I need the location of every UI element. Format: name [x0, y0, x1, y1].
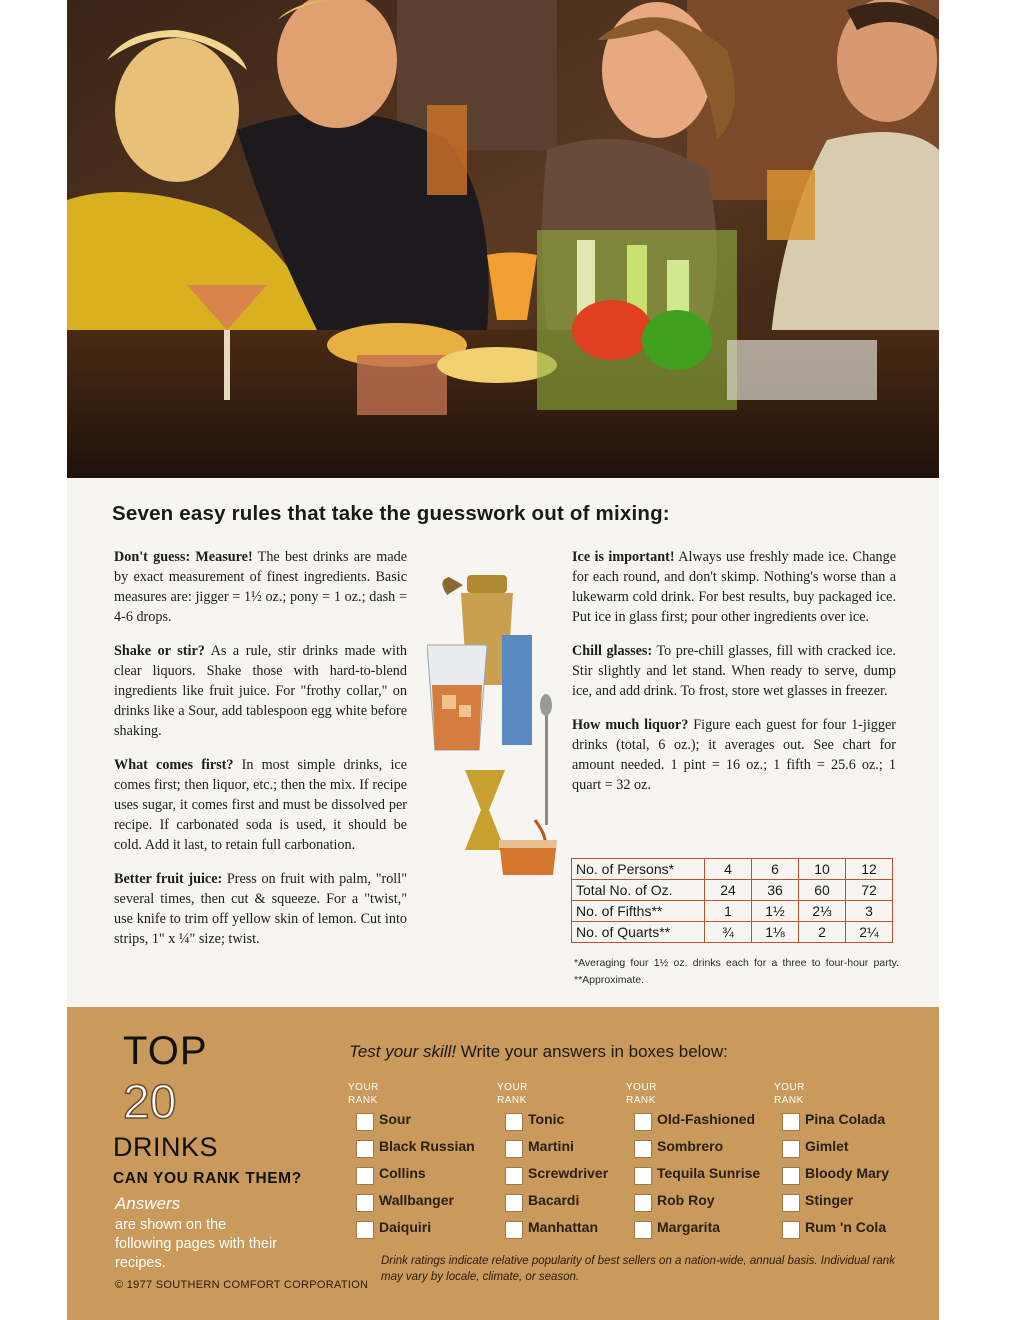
bar-spoon-icon	[545, 705, 548, 825]
drink-name: Martini	[528, 1138, 574, 1154]
table-cell: 24	[705, 880, 752, 901]
rank-checkbox[interactable]	[356, 1194, 374, 1212]
rules-left-column	[114, 547, 407, 963]
table-cell: 2¼	[846, 922, 893, 943]
rules-right-column	[572, 547, 896, 809]
list-item	[626, 1191, 766, 1218]
rule-text: Figure each guest for four 1-jigger drinks (total, 6 oz.); it averages out. See chart for amount needed. 1 pint = 16 oz.; 1 fifth = 25.6 oz.; 1 quart = 32 oz.	[572, 717, 896, 793]
drink-name: Manhattan	[528, 1219, 598, 1235]
drink-name: Stinger	[805, 1192, 854, 1208]
table-row-label: No. of Persons*	[572, 859, 705, 880]
table-cell: 10	[799, 859, 846, 880]
drink-name: Sour	[379, 1111, 411, 1127]
rule-title: Better fruit juice:	[114, 871, 223, 887]
drink-name: Tequila Sunrise	[657, 1165, 761, 1181]
your-rank-header: YOUR RANK	[348, 1082, 379, 1106]
drink-name: Old-Fashioned	[657, 1111, 755, 1127]
table-cell: 72	[846, 880, 893, 901]
list-item	[497, 1110, 637, 1137]
list-item	[626, 1218, 766, 1245]
rule-text: Press on fruit with palm, "roll" several times, then cut & squeeze. For a "twist," use knife to trim off yellow skin of lemon. Cut into strips, 1" x ¼" size; twist.	[114, 871, 407, 947]
table-row-label: Total No. of Oz.	[572, 880, 705, 901]
drink-name: Black Russian	[379, 1138, 475, 1154]
rank-checkbox[interactable]	[782, 1167, 800, 1185]
table-row	[572, 880, 893, 901]
table-cell: ¾	[705, 922, 752, 943]
rank-column	[774, 1081, 914, 1245]
list-item	[626, 1110, 766, 1137]
party-photo	[67, 0, 939, 478]
list-item	[497, 1191, 637, 1218]
rule-title: How much liquor?	[572, 717, 689, 733]
rule-text: To pre-chill glasses, fill with cracked ice. Stir slightly and let stand. When ready to serve, dump ice, and add drink. To frost, store wet glasses in freezer.	[572, 643, 896, 699]
list-item	[774, 1218, 914, 1245]
list-item	[774, 1110, 914, 1137]
rule-text: In most simple drinks, ice comes first; then liquor, etc.; then the mix. If recipe uses sugar, it comes first and must be dissolved per recipe. If carbonated soda is used, it should be cold. Add it last, to retain full carbonation.	[114, 757, 408, 853]
headline: Seven easy rules that take the guesswork out of mixing:	[112, 502, 670, 525]
rule-text: The best drinks are made by exact measurement of finest ingredients. Basic measures are: jigger = 1½ oz.; pony = 1 oz.; dash = 4-6 drops.	[114, 549, 408, 625]
drink-name: Rum 'n Cola	[805, 1219, 887, 1235]
list-item	[497, 1137, 637, 1164]
rule-paragraph	[572, 547, 896, 627]
list-item	[626, 1164, 766, 1191]
jigger-icon	[465, 770, 505, 850]
rank-checkbox[interactable]	[356, 1113, 374, 1131]
rule-title: Chill glasses:	[572, 643, 653, 659]
rank-checkbox[interactable]	[505, 1167, 523, 1185]
can-you-rank-subtitle: CAN YOU RANK THEM?	[113, 1170, 302, 1187]
table-cell: 12	[846, 859, 893, 880]
list-item	[348, 1164, 488, 1191]
rank-checkbox[interactable]	[356, 1167, 374, 1185]
twenty-heading: 20	[123, 1076, 177, 1129]
rank-checkbox[interactable]	[634, 1167, 652, 1185]
drink-name: Rob Roy	[657, 1192, 715, 1208]
rank-checkbox[interactable]	[505, 1140, 523, 1158]
shaker-cap-icon	[467, 575, 507, 593]
list-item	[348, 1191, 488, 1218]
table-row	[572, 901, 893, 922]
list-item	[497, 1164, 637, 1191]
table-row	[572, 859, 893, 880]
rule-title: Don't guess: Measure!	[114, 549, 253, 565]
rank-column	[626, 1081, 766, 1245]
drink-name: Bacardi	[528, 1192, 580, 1208]
answers-text: are shown on the following pages with their recipes.	[115, 1217, 278, 1271]
rank-checkbox[interactable]	[356, 1140, 374, 1158]
rank-checkbox[interactable]	[634, 1113, 652, 1131]
table-cell: 4	[705, 859, 752, 880]
test-skill-instruction	[349, 1042, 728, 1062]
rank-checkbox[interactable]	[505, 1113, 523, 1131]
list-item	[348, 1110, 488, 1137]
rank-checkbox[interactable]	[782, 1113, 800, 1131]
table-cell: 1½	[752, 901, 799, 922]
list-item	[348, 1218, 488, 1245]
party-photo-illustration	[67, 0, 939, 478]
drink-name: Sombrero	[657, 1138, 724, 1154]
rule-text: As a rule, stir drinks made with clear liquors. Shake those with hard-to-blend ingredients like fruit juice. For "frothy collar," on drinks like a Sour, add tablespoon egg white before shaking.	[114, 643, 407, 739]
drink-name: Wallbanger	[379, 1192, 454, 1208]
rank-checkbox[interactable]	[782, 1194, 800, 1212]
rule-paragraph	[114, 869, 407, 949]
rank-checkbox[interactable]	[505, 1221, 523, 1239]
rule-title: Shake or stir?	[114, 643, 205, 659]
list-item	[774, 1164, 914, 1191]
your-rank-header: YOUR RANK	[497, 1082, 528, 1106]
liquor-amount-table	[571, 858, 893, 943]
rule-title: What comes first?	[114, 757, 234, 773]
table-cell: 3	[846, 901, 893, 922]
ratings-note: Drink ratings indicate relative popularity of best sellers on a nation-wide, annual basis. Individual rank may vary by locale, climate, or season.	[381, 1255, 895, 1283]
rank-checkbox[interactable]	[634, 1140, 652, 1158]
rank-checkbox[interactable]	[634, 1194, 652, 1212]
copyright: © 1977 SOUTHERN COMFORT CORPORATION	[115, 1279, 369, 1291]
table-row-label: No. of Fifths**	[572, 901, 705, 922]
drinks-heading: DRINKS	[113, 1132, 219, 1162]
rank-checkbox[interactable]	[505, 1194, 523, 1212]
rank-checkbox[interactable]	[782, 1140, 800, 1158]
test-skill-italic: Test your skill!	[349, 1042, 457, 1061]
rank-column	[348, 1081, 488, 1245]
table-cell: 60	[799, 880, 846, 901]
list-item	[497, 1218, 637, 1245]
rule-title: Ice is important!	[572, 549, 675, 565]
table-row-label: No. of Quarts**	[572, 922, 705, 943]
rank-checkbox[interactable]	[356, 1221, 374, 1239]
table-row	[572, 922, 893, 943]
your-rank-header: YOUR RANK	[774, 1082, 805, 1106]
drink-name: Gimlet	[805, 1138, 849, 1154]
top-20-drinks-band	[67, 1007, 939, 1320]
list-item	[774, 1191, 914, 1218]
table-cell: 2	[799, 922, 846, 943]
drink-name: Daiquiri	[379, 1219, 432, 1235]
bottle-icon	[502, 635, 532, 745]
barware-illustration	[427, 575, 567, 875]
table-cell: 1	[705, 901, 752, 922]
drink-name: Pina Colada	[805, 1111, 886, 1127]
drink-name: Margarita	[657, 1219, 721, 1235]
drink-name: Screwdriver	[528, 1165, 609, 1181]
rule-text: Always use freshly made ice. Change for each round, and don't skimp. Nothing's worse than a lukewarm cold drink. For best results, buy packaged ice. Put ice in glass first; pour other ingredients over ice.	[572, 549, 896, 625]
rule-paragraph	[114, 641, 407, 741]
drink-name: Collins	[379, 1165, 426, 1181]
your-rank-header: YOUR RANK	[626, 1082, 657, 1106]
table-cell: 2⅓	[799, 901, 846, 922]
rank-checkbox[interactable]	[782, 1221, 800, 1239]
list-item	[774, 1137, 914, 1164]
list-item	[626, 1137, 766, 1164]
table-footnote: *Averaging four 1½ oz. drinks each for a three to four-hour party. **Approximate.	[574, 957, 899, 986]
answers-title: Answers	[115, 1194, 181, 1213]
page	[67, 0, 939, 1320]
drink-name: Tonic	[528, 1111, 565, 1127]
rule-paragraph	[114, 755, 407, 855]
table-cell: 1⅛	[752, 922, 799, 943]
drink-name: Bloody Mary	[805, 1165, 890, 1181]
table-cell: 6	[752, 859, 799, 880]
top-heading: TOP	[123, 1029, 208, 1073]
list-item	[348, 1137, 488, 1164]
rank-column	[497, 1081, 637, 1245]
rule-paragraph	[572, 641, 896, 701]
rule-paragraph	[572, 715, 896, 795]
table-cell: 36	[752, 880, 799, 901]
rank-checkbox[interactable]	[634, 1221, 652, 1239]
test-skill-rest: Write your answers in boxes below:	[456, 1042, 728, 1061]
rule-paragraph	[114, 547, 407, 627]
